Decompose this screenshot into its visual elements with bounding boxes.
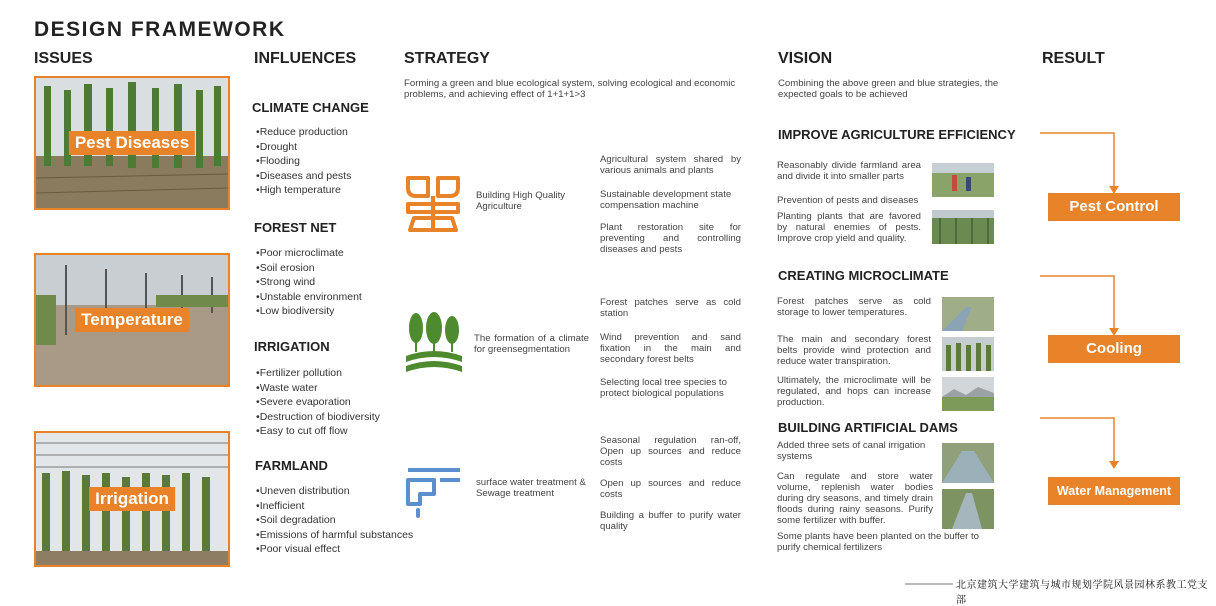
list-item: • Inefficient (256, 499, 413, 514)
canal-system-photo (942, 443, 994, 483)
forest-belt-photo (942, 337, 994, 371)
strategy-note: Sustainable development state compensation machine (600, 189, 732, 211)
strategy-note: Building a buffer to purify water quality (600, 510, 741, 532)
footer-credit: 北京建筑大学建筑与城市规划学院风景园林系教工党支部 (956, 580, 1208, 606)
issue-photo-pest (34, 76, 230, 210)
vision-item: Can regulate and store water volume, replenish water bodies during dry seasons, and timely drain floods during rainy seasons. Purify some fertilizer with buffer. (777, 471, 933, 526)
influence-list-irrigation (256, 366, 380, 439)
vision-item: The main and secondary forest belts provide wind protection and reduce water transpiration. (777, 334, 931, 367)
influence-list-climate (256, 125, 351, 198)
issue-label-pest: Pest Diseases (69, 131, 195, 155)
strategy-note: Open up sources and reduce costs (600, 478, 741, 500)
strategy-label-agriculture: Building High Quality Agriculture (476, 190, 566, 212)
strategy-note: Selecting local tree species to protect biological populations (600, 377, 727, 399)
list-item: • Poor visual effect (256, 542, 413, 557)
crop-field-photo (932, 210, 994, 244)
canal-photo (942, 297, 994, 331)
result-connectors (1038, 128, 1122, 470)
influence-heading-irrigation: IRRIGATION (254, 339, 330, 354)
vision-item: Planting plants that are favored by natural enemies of pests. Improve crop yield and quality. (777, 211, 921, 244)
result-header: RESULT (1042, 50, 1105, 67)
strategy-intro: Forming a green and blue ecological system, solving ecological and economic problems, and achieving effect of 1+1+1>3 (404, 78, 736, 100)
list-item: • Soil erosion (256, 261, 362, 276)
influences-header: INFLUENCES (254, 50, 357, 67)
list-item: • Destruction of biodiversity (256, 410, 380, 425)
list-item: • Unstable environment (256, 290, 362, 305)
influence-list-forest (256, 246, 362, 319)
vision-item: Ultimately, the microclimate will be regulated, and hops can increase production. (777, 375, 931, 408)
list-item: • Flooding (256, 154, 351, 169)
list-item: • Emissions of harmful substances (256, 528, 413, 543)
issues-header: ISSUES (34, 50, 93, 67)
vision-item: Forest patches serve as cold storage to lower temperatures. (777, 296, 931, 318)
vision-item: Prevention of pests and diseases (777, 195, 919, 206)
vision-heading-microclimate: CREATING MICROCLIMATE (778, 268, 949, 283)
vision-item: Added three sets of canal irrigation systems (777, 440, 926, 462)
strategy-note: Plant restoration site for preventing and controlling diseases and pests (600, 222, 741, 255)
list-item: • Diseases and pests (256, 169, 351, 184)
list-item: • Soil degradation (256, 513, 413, 528)
result-water-management: Water Management (1048, 477, 1180, 505)
issue-photo-irrigation (34, 431, 230, 567)
list-item: • Low biodiversity (256, 304, 362, 319)
vision-heading-efficiency: IMPROVE AGRICULTURE EFFICIENCY (778, 127, 1016, 142)
influence-heading-climate: CLIMATE CHANGE (252, 100, 369, 115)
footer-logo-mark (905, 583, 953, 585)
vision-intro: Combining the above green and blue strategies, the expected goals to be achieved (778, 78, 999, 100)
influence-heading-forest: FOREST NET (254, 220, 337, 235)
vision-heading-dams: BUILDING ARTIFICIAL DAMS (778, 420, 958, 435)
vision-item: Some plants have been planted on the buffer to purify chemical fertilizers (777, 531, 979, 553)
vision-item: Reasonably divide farmland area and divide it into smaller parts (777, 160, 921, 182)
strategy-label-water: surface water treatment & Sewage treatment (476, 477, 586, 499)
farm-workers-photo (932, 163, 994, 197)
agriculture-icon (404, 174, 462, 234)
forest-icon (404, 312, 464, 374)
influence-heading-farmland: FARMLAND (255, 458, 328, 473)
list-item: • Reduce production (256, 125, 351, 140)
water-tap-icon (404, 464, 464, 522)
list-item: • Uneven distribution (256, 484, 413, 499)
influence-list-farmland (256, 484, 413, 557)
result-cooling: Cooling (1048, 335, 1180, 363)
list-item: • Poor microclimate (256, 246, 362, 261)
list-item: • High temperature (256, 183, 351, 198)
list-item: • Waste water (256, 381, 380, 396)
strategy-note: Forest patches serve as cold station (600, 297, 741, 319)
list-item: • Drought (256, 140, 351, 155)
issue-label-irrigation: Irrigation (89, 487, 175, 511)
strategy-note: Seasonal regulation ran-off, Open up sources and reduce costs (600, 435, 741, 468)
list-item: • Severe evaporation (256, 395, 380, 410)
list-item: • Fertilizer pollution (256, 366, 380, 381)
list-item: • Strong wind (256, 275, 362, 290)
issue-photo-temperature (34, 253, 230, 387)
list-item: • Easy to cut off flow (256, 424, 380, 439)
page-title: DESIGN FRAMEWORK (34, 18, 286, 41)
result-pest-control: Pest Control (1048, 193, 1180, 221)
strategy-note: Wind prevention and sand fixation in the main and secondary forest belts (600, 332, 741, 365)
issue-label-temperature: Temperature (75, 308, 189, 332)
strategy-header: STRATEGY (404, 50, 490, 67)
vision-header: VISION (778, 50, 833, 67)
strategy-label-climate: The formation of a climate for greensegmentation (474, 333, 589, 355)
irrigation-channel-photo (942, 489, 994, 529)
hop-yard-photo (942, 377, 994, 411)
strategy-note: Agricultural system shared by various animals and plants (600, 154, 741, 176)
